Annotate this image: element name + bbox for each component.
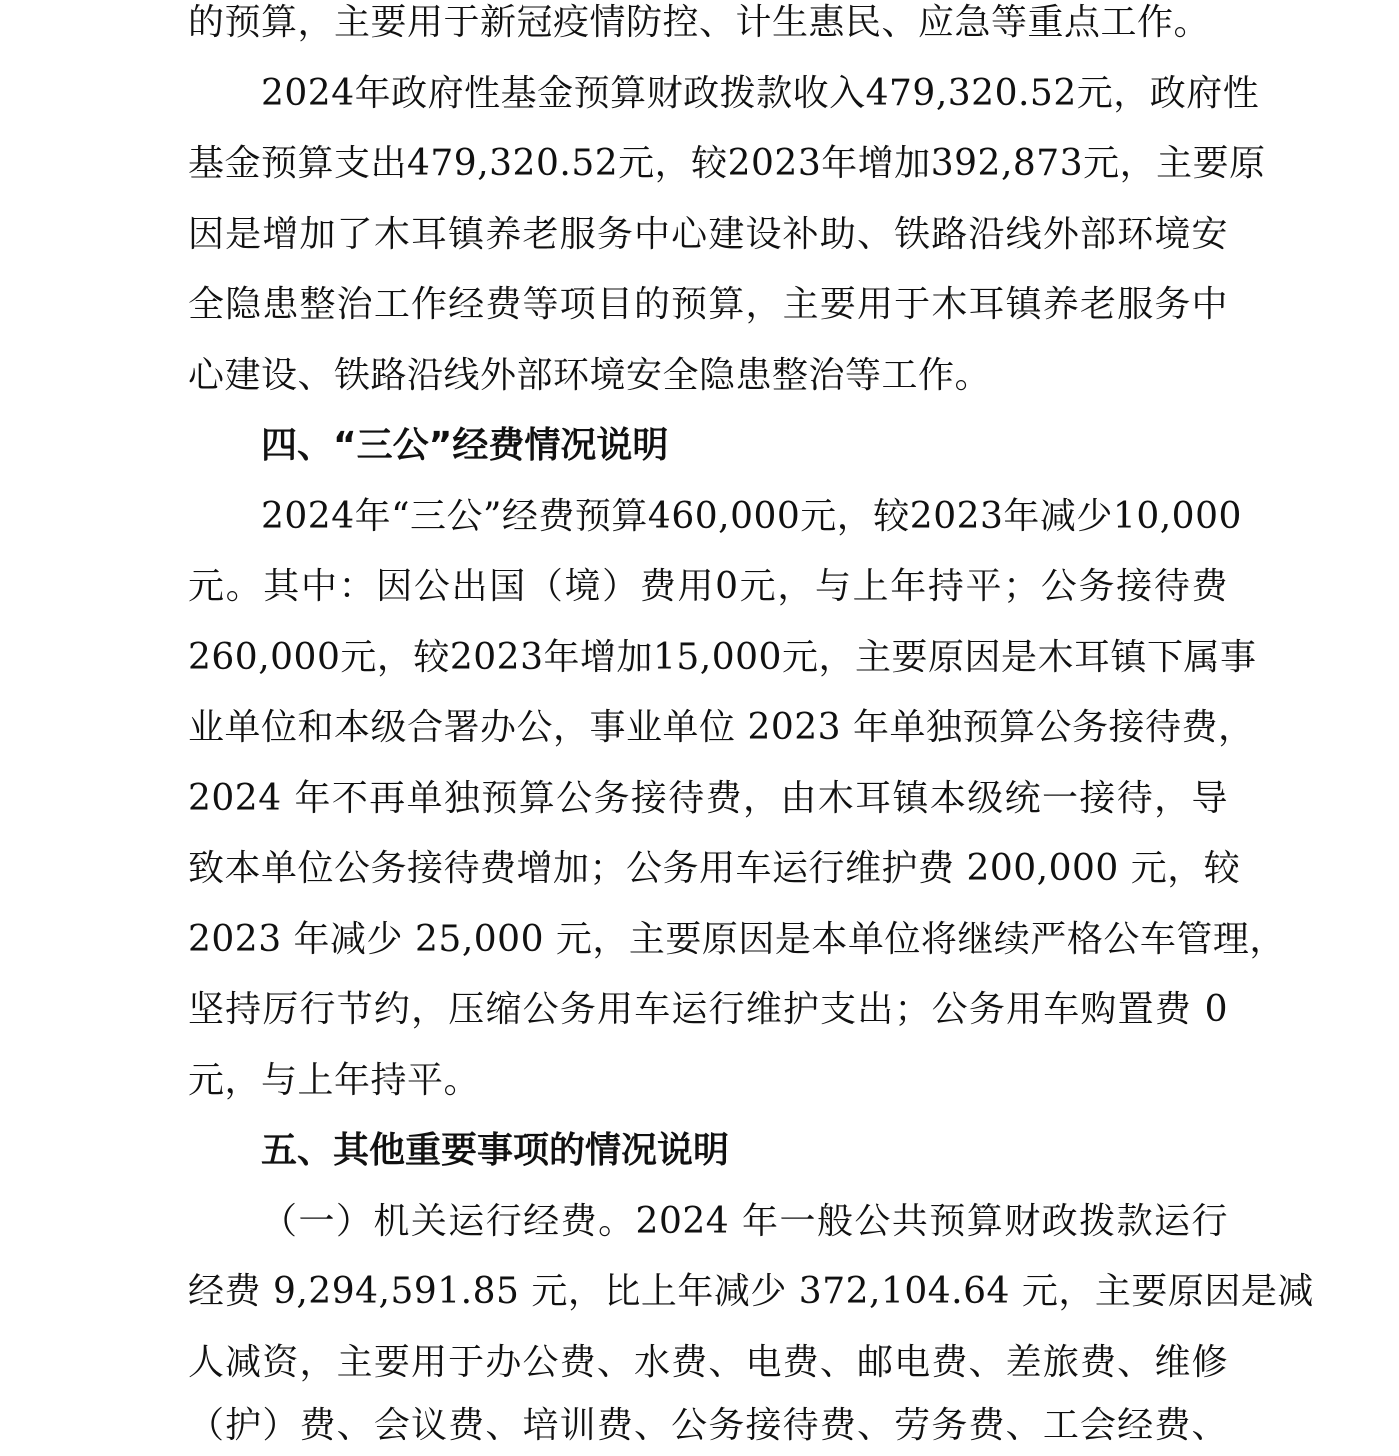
text-line: （护）费、会议费、培训费、公务接待费、劳务费、工会经费、 bbox=[188, 1405, 1228, 1446]
text-line: 因是增加了木耳镇养老服务中心建设补助、铁路沿线外部环境安 bbox=[188, 214, 1228, 255]
text-line: 2023 年减少 25,000 元，主要原因是本单位将继续严格公车管理， bbox=[188, 919, 1286, 960]
text-line: 业单位和本级合署办公，事业单位 2023 年单独预算公务接待费， bbox=[188, 707, 1255, 748]
text-line: 基金预算支出479,320.52元，较2023年增加392,873元，主要原 bbox=[188, 143, 1266, 184]
text-line: 元，与上年持平。 bbox=[188, 1060, 481, 1101]
text-line: 的预算，主要用于新冠疫情防控、计生惠民、应急等重点工作。 bbox=[188, 2, 1211, 43]
text-line: 人减资，主要用于办公费、水费、电费、邮电费、差旅费、维修 bbox=[188, 1342, 1228, 1383]
section-heading-4: 四、“三公”经费情况说明 bbox=[261, 425, 669, 466]
text-line: （一）机关运行经费。2024 年一般公共预算财政拨款运行 bbox=[261, 1201, 1228, 1242]
section-heading-5: 五、其他重要事项的情况说明 bbox=[261, 1130, 730, 1171]
text-line: 2024年“三公”经费预算460,000元，较2023年减少10,000 bbox=[261, 496, 1242, 537]
text-line: 260,000元，较2023年增加15,000元，主要原因是木耳镇下属事 bbox=[188, 637, 1257, 678]
text-line: 全隐患整治工作经费等项目的预算，主要用于木耳镇养老服务中 bbox=[188, 284, 1228, 325]
text-line: 经费 9,294,591.85 元，比上年减少 372,104.64 元，主要原因是减 bbox=[188, 1271, 1314, 1312]
text-line: 2024 年不再单独预算公务接待费，由木耳镇本级统一接待，导 bbox=[188, 778, 1228, 819]
text-line: 心建设、铁路沿线外部环境安全隐患整治等工作。 bbox=[188, 355, 992, 396]
text-line: 2024年政府性基金预算财政拨款收入479,320.52元，政府性 bbox=[261, 73, 1260, 114]
text-line: 坚持厉行节约，压缩公务用车运行维护支出；公务用车购置费 0 bbox=[188, 989, 1228, 1030]
text-line: 致本单位公务接待费增加；公务用车运行维护费 200,000 元，较 bbox=[188, 848, 1241, 889]
text-line: 元。其中：因公出国（境）费用0元，与上年持平；公务接待费 bbox=[188, 566, 1228, 607]
